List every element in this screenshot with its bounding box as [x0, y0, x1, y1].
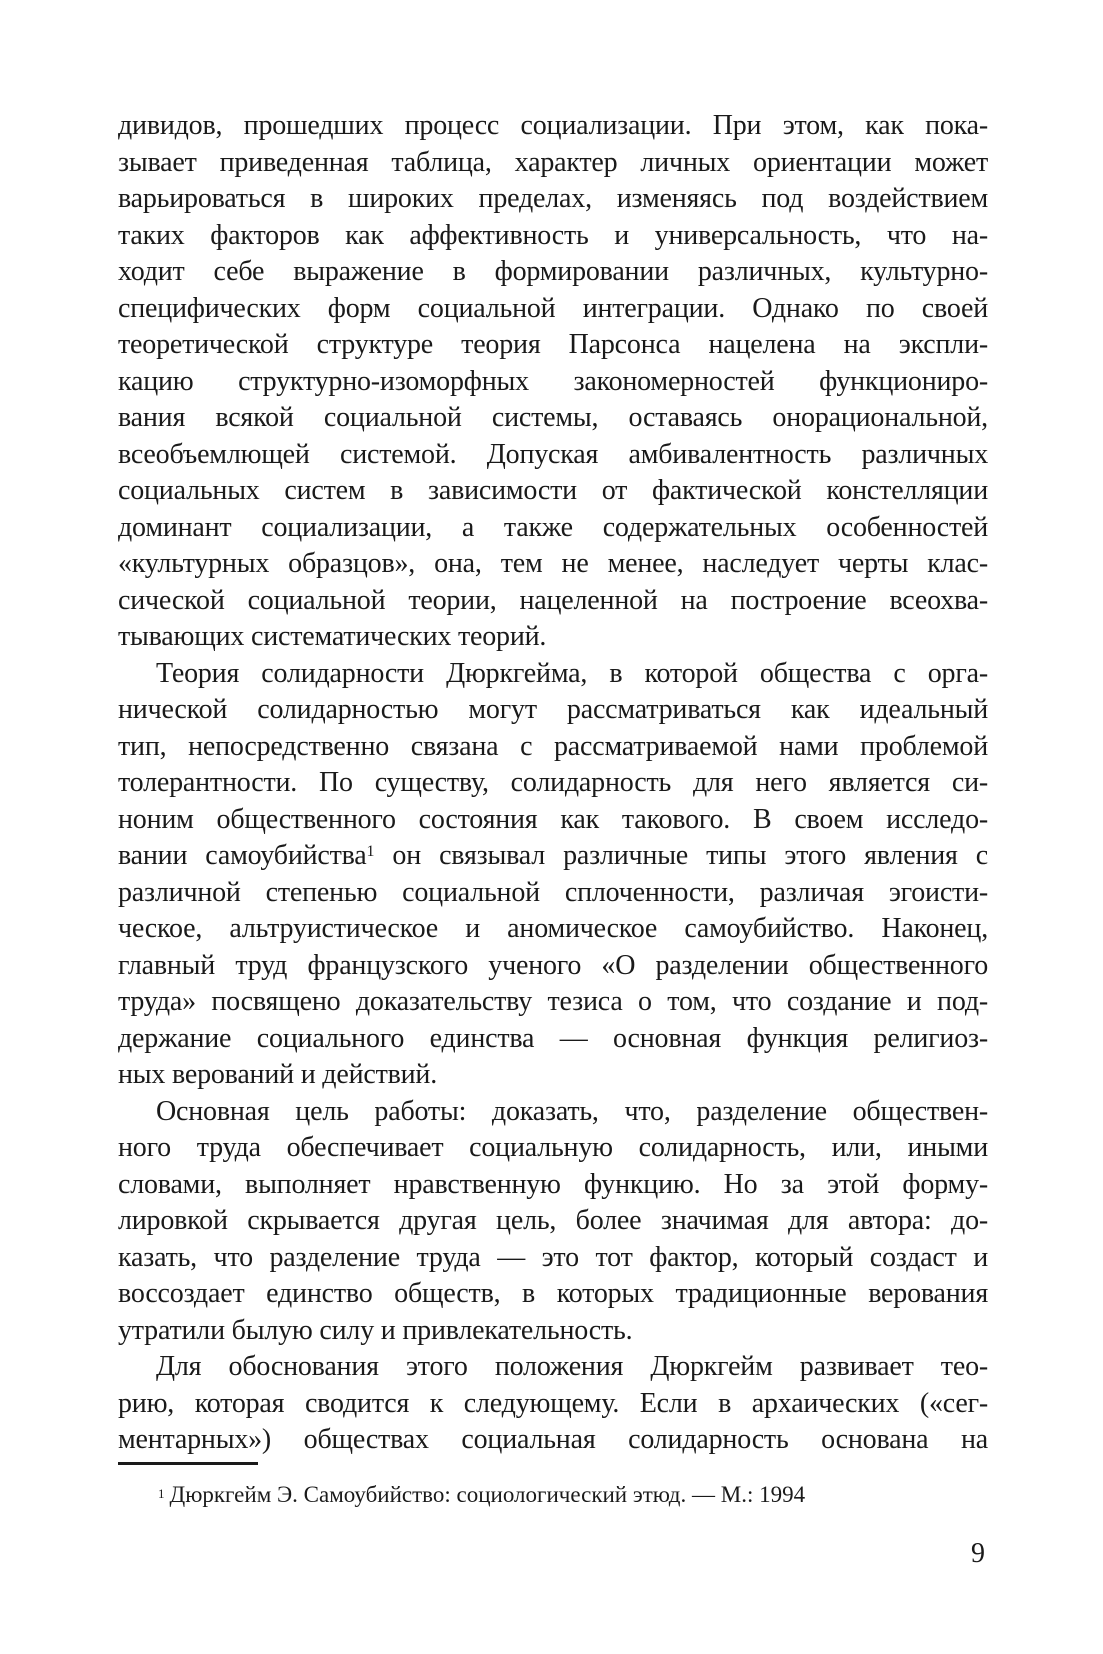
- text-line: дивидов, прошедших процесс социализации. При этом, как пока-: [118, 110, 988, 141]
- footnote-divider: [118, 1462, 258, 1465]
- text-line: варьироваться в широких пределах, изменяясь под воздействием: [118, 183, 988, 214]
- text-line: ческое, альтруистическое и аномическое самоубийство. Наконец,: [118, 913, 988, 944]
- text-line: всеобъемлющей системой. Допуская амбивалентность различных: [118, 438, 988, 470]
- text-line: утратили былую силу и привлекательность.: [118, 1314, 633, 1346]
- text-line: ноним общественного состояния как такового. В своем исследо-: [118, 803, 988, 835]
- text-line: ного труда обеспечивает социальную солидарность, или, иными: [118, 1132, 988, 1163]
- text-line: рию, которая сводится к следующему. Если в архаических («сег-: [118, 1387, 988, 1419]
- paragraph-1: [118, 108, 988, 656]
- text-line-with-footnote-ref: [118, 838, 988, 875]
- footnote-text: Дюркгейм Э. Самоубийство: социологический этюд. — М.: 1994: [169, 1482, 806, 1507]
- footnote-marker: 1: [158, 1486, 165, 1501]
- text-line: кацию структурно-изоморфных закономерностей функциониро-: [118, 365, 988, 397]
- body-text: [118, 108, 988, 1459]
- footnote: [158, 1480, 805, 1510]
- text-fragment: вании самоубийства: [118, 840, 367, 871]
- page-number: 9: [971, 1538, 985, 1569]
- text-line: главный труд французского ученого «О разделении общественного: [118, 949, 988, 981]
- paragraph-2: [118, 656, 988, 1094]
- text-line: нической солидарностью могут рассматриваться как идеальный: [118, 694, 988, 725]
- text-line: ментарных») обществах социальная солидарность основана на: [118, 1424, 988, 1455]
- text-line: ных верований и действий.: [118, 1059, 438, 1090]
- text-fragment: он связывал различные типы этого явления с: [374, 840, 988, 871]
- text-line: Теория солидарности Дюркгейма, в которой общества с орга-: [156, 657, 988, 689]
- text-line: теоретической структуре теория Парсонса нацелена на экспли-: [118, 329, 988, 360]
- text-line: толерантности. По существу, солидарность для него является си-: [118, 767, 988, 798]
- text-line: специфических форм социальной интеграции. Однако по своей: [118, 292, 988, 324]
- text-line: различной степенью социальной сплоченности, различая эгоисти-: [118, 876, 988, 908]
- text-line: казать, что разделение труда — это тот фактор, который создаст и: [118, 1241, 988, 1273]
- text-line: словами, выполняет нравственную функцию. Но за этой форму-: [118, 1168, 988, 1200]
- text-line: воссоздает единство обществ, в которых традиционные верования: [118, 1278, 988, 1309]
- paragraph-4: [118, 1349, 988, 1459]
- text-line: Для обоснования этого положения Дюркгейм развивает тео-: [156, 1351, 988, 1382]
- text-line: зывает приведенная таблица, характер личных ориентации может: [118, 146, 988, 178]
- text-line: доминант социализации, а также содержательных особенностей: [118, 511, 988, 543]
- text-line: лировкой скрывается другая цель, более значимая для автора: до-: [118, 1205, 988, 1236]
- text-line: Основная цель работы: доказать, что, разделение обществен-: [156, 1095, 988, 1127]
- text-line: держание социального единства — основная функция религиоз-: [118, 1022, 988, 1054]
- text-line: тип, непосредственно связана с рассматриваемой нами проблемой: [118, 730, 988, 762]
- text-line: социальных систем в зависимости от фактической констелляции: [118, 475, 988, 506]
- text-line: таких факторов как аффективность и универсальность, что на-: [118, 219, 988, 251]
- text-line: ходит себе выражение в формировании различных, культурно-: [118, 256, 988, 287]
- text-line: тывающих систематических теорий.: [118, 621, 547, 652]
- text-line: труда» посвящено доказательству тезиса о том, что создание и под-: [118, 986, 988, 1017]
- paragraph-3: [118, 1094, 988, 1350]
- text-line: «культурных образцов», она, тем не менее, наследует черты клас-: [118, 548, 988, 579]
- footnote-ref: 1: [366, 843, 375, 860]
- text-line: сической социальной теории, нацеленной на построение всеохва-: [118, 584, 988, 616]
- text-line: вания всякой социальной системы, оставаясь онорациональной,: [118, 402, 988, 433]
